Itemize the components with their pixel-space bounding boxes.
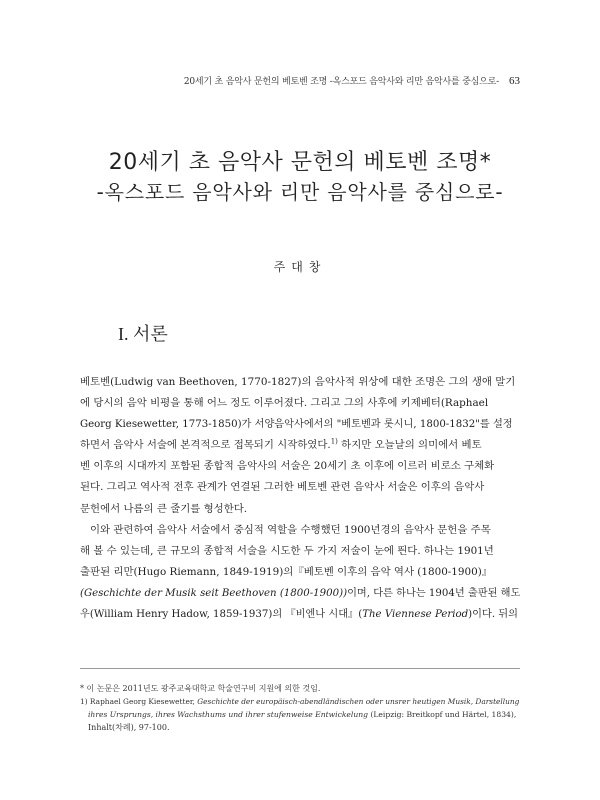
body-line: 문헌에서 나름의 큰 줄기를 형성한다. (80, 502, 248, 515)
running-header (80, 74, 520, 87)
book-title-italic: (Geschichte der Musik seit Beethoven (1800-1900)) (80, 587, 348, 599)
body-line-text: 하지만 오늘날의 의미에서 베토 (337, 439, 482, 452)
book-title-italic: The Viennese Period (362, 609, 469, 621)
footnote-italic: ihres Ursprungs, ihres Wachsthums und ihrer stufenweise Entwickelung (88, 710, 368, 719)
body-line (80, 435, 520, 456)
body-line: 해 볼 수 있는데, 큰 규모의 종합적 서술을 시도한 두 가지 저술이 눈에 띈다. 하나는 1901년 (80, 544, 494, 557)
article-title: 20세기 초 음악사 문헌의 베토벤 조명* (108, 150, 492, 175)
body-line-text: 이며, 다른 하나는 1904년 출판된 해도 (347, 587, 521, 599)
page-number: 63 (509, 75, 520, 87)
footnote-star: * 이 논문은 2011년도 광주교육대학교 학술연구비 지원에 의한 것임. (80, 684, 321, 693)
body-line-text: 우(William Henry Hadow, 1859-1937)의 『비엔나 시대』( (80, 609, 363, 621)
body-line: 출판된 리만(Hugo Riemann, 1849-1919)의『베토벤 이후의 음악 역사 (1800-1900)』 (80, 565, 493, 578)
footnote-divider (80, 668, 520, 669)
body-text (80, 372, 520, 625)
footnote-1 (80, 695, 520, 708)
footnote-ref: 1) (330, 437, 338, 446)
body-line: Georg Kiesewetter, 1773-1850)가 서양음악사에서의 "베토벤과 롯시니, 1800-1832"를 설정 (80, 419, 513, 431)
section-heading: I. 서론 (118, 324, 168, 344)
body-line: 벤 이후의 시대까지 포함된 종합적 음악사의 서술은 20세기 초 이후에 이르러 비로소 구체화 (80, 460, 495, 473)
body-line-text: )이다. 뒤의 (468, 609, 518, 621)
body-line (80, 604, 520, 625)
body-line: 된다. 그리고 역사적 전후 관계가 연결된 그러한 베토벤 관련 음악사 서술은 이후의 음악사 (80, 481, 485, 494)
running-title: 20세기 초 음악사 문헌의 베토벤 조명 -옥스포드 음악사와 리만 음악사를 중심으로- (183, 77, 499, 87)
body-line-text: 하면서 음악사 서술에 본격적으로 접목되기 시작하였다. (80, 439, 331, 452)
footnotes (80, 682, 520, 734)
author-name: 주대창 (273, 260, 327, 274)
footnote-1-continued (80, 708, 520, 721)
footnote-1-continued: Inhalt(차례), 97-100. (88, 723, 170, 732)
article-subtitle: -옥스포드 음악사와 리만 음악사를 중심으로- (96, 180, 504, 204)
body-line: 베토벤(Ludwig van Beethoven, 1770-1827)의 음악사적 위상에 대한 조명은 그의 생애 말기 (80, 376, 516, 388)
body-line: 에 당시의 음악 비평을 통해 어느 정도 이루어졌다. 그리고 그의 사후에 키제베터(Raphael (80, 397, 489, 410)
footnote-italic: Geschichte der europäisch-abendländischen oder unsrer heutigen Musik, Darstellung (197, 697, 520, 706)
body-line: 이와 관련하여 음악사 서술에서 중심적 역할을 수행했던 1900년경의 음악사 문헌을 주목 (90, 523, 491, 536)
body-line (80, 583, 520, 604)
footnote-text: (Leipzig: Breitkopf und Härtel, 1834), (368, 710, 517, 719)
footnote-text: 1) Raphael Georg Kiesewetter, (80, 697, 198, 706)
